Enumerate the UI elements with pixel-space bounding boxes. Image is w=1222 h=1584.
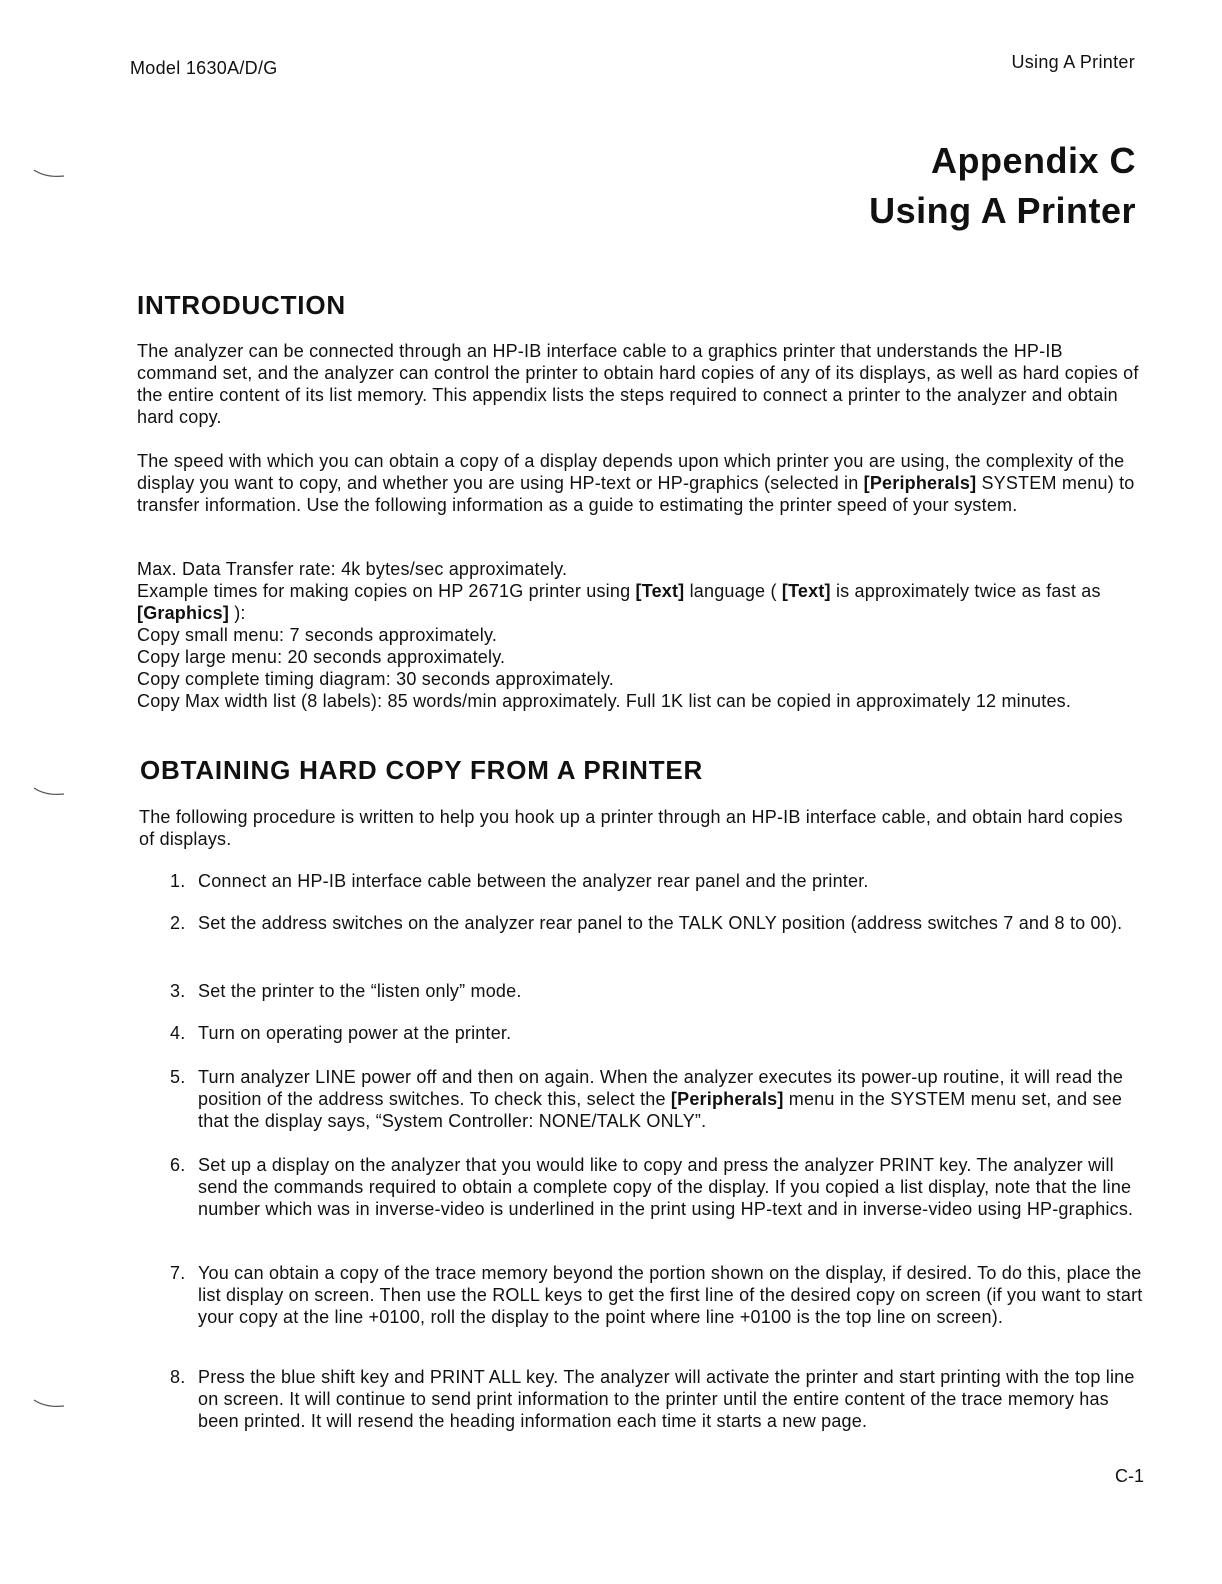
copy-max-width-list-time: Copy Max width list (8 labels): 85 words/min approximately. Full 1K list can be copied in approximately 12 minutes.: [137, 691, 1072, 711]
appendix-title-line1: Appendix C: [930, 140, 1136, 181]
copy-large-menu-time: Copy large menu: 20 seconds approximately.: [137, 647, 506, 667]
page-number: C-1: [1114, 1466, 1144, 1486]
step-text: Turn on operating power at the printer.: [198, 1023, 512, 1043]
step-text: Press the blue shift key and PRINT ALL key. The analyzer will activate the printer and start printing with the top line on screen. It will continue to send print information to the printer until the entire content of the trace memory has been printed. It will resend the heading information each time it starts a new page.: [198, 1367, 1135, 1431]
example-text: Example times for making copies on HP 2671G printer using: [137, 581, 636, 601]
step-number: 4.: [170, 1023, 186, 1043]
binder-hole-mark: [32, 786, 66, 798]
list-item: [170, 1262, 1145, 1328]
paragraph-text: SYSTEM menu) to transfer information. Use the following information as a guide to estimating the printer speed of your system.: [137, 473, 1135, 515]
obtaining-hard-copy-heading: OBTAINING HARD COPY FROM A PRINTER: [140, 755, 704, 785]
step-text: Set the address switches on the analyzer rear panel to the TALK ONLY position (address switches 7 and 8 to 00).: [198, 913, 1123, 933]
step-number: 6.: [170, 1155, 186, 1175]
example-text: ):: [229, 603, 246, 623]
peripherals-key-label: [Peripherals]: [670, 1089, 784, 1109]
step-text: Set the printer to the “listen only” mode.: [198, 981, 522, 1001]
example-text: is approximately twice as fast as: [830, 581, 1101, 601]
list-item: [170, 980, 1145, 1002]
introduction-paragraph-1: The analyzer can be connected through an HP-IB interface cable to a graphics printer that understands the HP-IB command set, and the analyzer can control the printer to obtain hard copies of any of its displays, as well as hard copies of the entire content of its list memory. This appendix lists the steps required to connect a printer to the analyzer and obtain hard copy.: [137, 341, 1139, 427]
list-item: [170, 1154, 1145, 1220]
step-text-part: menu in the SYSTEM menu set, and see that the display says, “System Controller: NONE/TALK ONLY”.: [198, 1089, 1123, 1131]
step-number: 5.: [170, 1067, 186, 1087]
list-item: [170, 1022, 1145, 1044]
step-number: 8.: [170, 1367, 186, 1387]
text-key-label: [Text]: [635, 581, 685, 601]
paragraph-text: The speed with which you can obtain a copy of a display depends upon which printer you are using, the complexity of the display you want to copy, and whether you are using HP-text or HP-graphics (selected in: [137, 451, 1125, 493]
printer-speed-block: [137, 558, 1140, 712]
running-header-model: Model 1630A/D/G: [130, 58, 278, 78]
copy-small-menu-time: Copy small menu: 7 seconds approximately.: [137, 625, 498, 645]
max-data-transfer-rate: Max. Data Transfer rate: 4k bytes/sec approximately.: [137, 559, 568, 579]
step-text: You can obtain a copy of the trace memory beyond the portion shown on the display, if desired. To do this, place the list display on screen. Then use the ROLL keys to get the first line of the desired copy on screen (if you want to start your copy at the line +0100, roll the display to the point where line +0100 is the top line on screen).: [198, 1263, 1143, 1327]
appendix-title: [869, 136, 1136, 236]
binder-hole-mark: [32, 1398, 66, 1410]
peripherals-key-label: [Peripherals]: [863, 473, 977, 493]
list-item: [170, 1066, 1145, 1132]
step-text-part: Turn analyzer LINE power off and then on again. When the analyzer executes its power-up routine, it will read the position of the address switches. To check this, select the: [198, 1067, 1124, 1109]
example-times: [137, 580, 1140, 624]
example-text: language (: [684, 581, 782, 601]
step-text: Set up a display on the analyzer that you would like to copy and press the analyzer PRINT key. The analyzer will send the commands required to obtain a complete copy of the display. If you copied a list display, note that the line number which was in inverse-video is underlined in the print using HP-text and in inverse-video using HP-graphics.: [198, 1155, 1134, 1219]
copy-timing-diagram-time: Copy complete timing diagram: 30 seconds approximately.: [137, 669, 614, 689]
step-text: Connect an HP-IB interface cable between the analyzer rear panel and the printer.: [198, 871, 869, 891]
list-item: [170, 912, 1145, 934]
step-number: 7.: [170, 1263, 186, 1283]
step-number: 1.: [170, 871, 186, 891]
step-text: [198, 1066, 1145, 1132]
text-key-label: [Text]: [781, 581, 831, 601]
list-item: [170, 870, 1145, 892]
introduction-heading: INTRODUCTION: [137, 290, 346, 320]
appendix-title-line2: Using A Printer: [869, 190, 1136, 231]
step-number: 2.: [170, 913, 186, 933]
binder-hole-mark: [32, 168, 66, 180]
running-header-title: Using A Printer: [1011, 52, 1135, 72]
step-number: 3.: [170, 981, 186, 1001]
procedure-intro: The following procedure is written to help you hook up a printer through an HP-IB interface cable, and obtain hard copies of displays.: [139, 807, 1123, 849]
graphics-key-label: [Graphics]: [137, 603, 230, 623]
list-item: [170, 1366, 1145, 1432]
introduction-paragraph-2: [137, 450, 1140, 516]
